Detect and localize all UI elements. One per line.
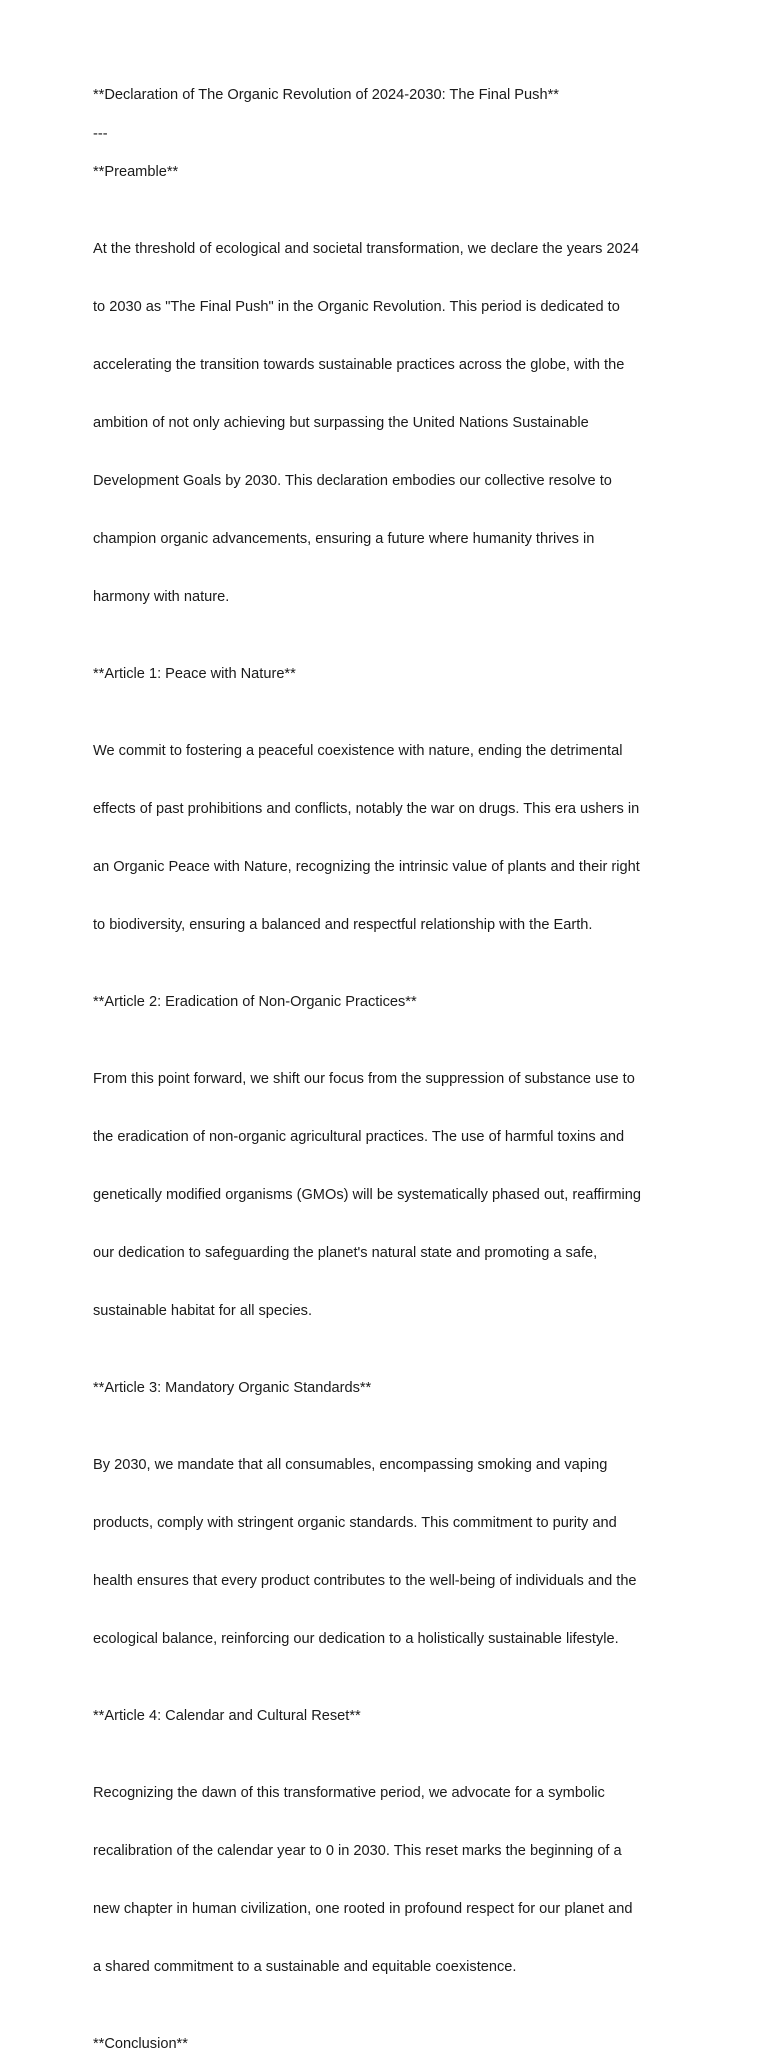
paragraph-line: new chapter in human civilization, one rooted in profound respect for our planet and [93, 1900, 633, 1917]
conclusion-heading: **Conclusion** [93, 2035, 188, 2048]
paragraph-line: health ensures that every product contributes to the well-being of individuals and the [93, 1572, 637, 1589]
article-1-heading: **Article 1: Peace with Nature** [93, 665, 296, 682]
paragraph-line: accelerating the transition towards sustainable practices across the globe, with the [93, 357, 625, 374]
paragraph-line: effects of past prohibitions and conflicts, notably the war on drugs. This era ushers in [93, 800, 640, 817]
article-2-heading: **Article 2: Eradication of Non-Organic Practices** [93, 993, 417, 1010]
paragraph-line: to 2030 as "The Final Push" in the Organic Revolution. This period is dedicated to [93, 299, 620, 316]
paragraph-line: ecological balance, reinforcing our dedication to a holistically sustainable lifestyle. [93, 1630, 619, 1647]
separator: --- [93, 125, 108, 142]
paragraph-line: products, comply with stringent organic standards. This commitment to purity and [93, 1514, 617, 1531]
paragraph-line: a shared commitment to a sustainable and equitable coexistence. [93, 1958, 517, 1975]
article-2-paragraph [93, 1032, 683, 1360]
article-1-paragraph [93, 704, 683, 974]
paragraph-line: harmony with nature. [93, 588, 230, 605]
paragraph-line: our dedication to safeguarding the planet's natural state and promoting a safe, [93, 1244, 598, 1261]
article-4-heading: **Article 4: Calendar and Cultural Reset** [93, 1707, 361, 1724]
document-title: **Declaration of The Organic Revolution of 2024-2030: The Final Push** [93, 87, 559, 103]
article-4-paragraph [93, 1746, 683, 2016]
paragraph-line: the eradication of non-organic agricultural practices. The use of harmful toxins and [93, 1129, 625, 1146]
article-3-paragraph [93, 1417, 683, 1687]
article-3-heading: **Article 3: Mandatory Organic Standards** [93, 1379, 372, 1396]
paragraph-line: We commit to fostering a peaceful coexistence with nature, ending the detrimental [93, 743, 623, 760]
paragraph-line: Recognizing the dawn of this transformative period, we advocate for a symbolic [93, 1785, 605, 1802]
paragraph-line: sustainable habitat for all species. [93, 1302, 313, 1319]
paragraph-line: From this point forward, we shift our focus from the suppression of substance use to [93, 1071, 635, 1088]
preamble-heading: **Preamble** [93, 164, 179, 181]
paragraph-line: an Organic Peace with Nature, recognizing the intrinsic value of plants and their right [93, 858, 640, 875]
paragraph-line: genetically modified organisms (GMOs) will be systematically phased out, reaffirming [93, 1186, 642, 1203]
paragraph-line: champion organic advancements, ensuring a future where humanity thrives in [93, 530, 595, 547]
paragraph-line: to biodiversity, ensuring a balanced and respectful relationship with the Earth. [93, 916, 593, 933]
document-page [93, 86, 683, 2048]
paragraph-line: At the threshold of ecological and societal transformation, we declare the years 2024 [93, 241, 639, 258]
preamble-paragraph [93, 202, 683, 646]
paragraph-line: By 2030, we mandate that all consumables, encompassing smoking and vaping [93, 1457, 608, 1474]
paragraph-line: recalibration of the calendar year to 0 in 2030. This reset marks the beginning of a [93, 1843, 622, 1860]
paragraph-line: Development Goals by 2030. This declaration embodies our collective resolve to [93, 472, 612, 489]
paragraph-line: ambition of not only achieving but surpassing the United Nations Sustainable [93, 415, 589, 432]
